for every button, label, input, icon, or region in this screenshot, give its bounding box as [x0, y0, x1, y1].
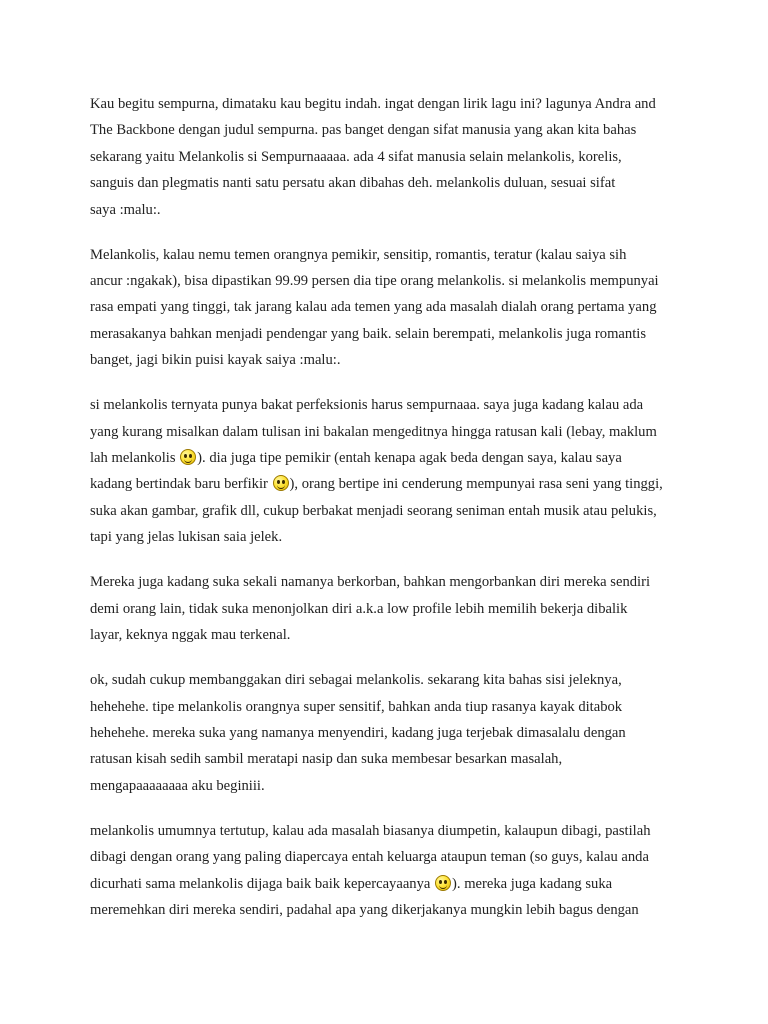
text-line: dibagi dengan orang yang paling diapercaya entah keluarga ataupun teman (so guys, kalau anda	[90, 849, 649, 866]
text-segment: dicurhati sama melankolis dijaga baik baik kepercayaanya	[90, 875, 435, 892]
paragraph-3	[90, 392, 690, 550]
text-line: si melankolis ternyata punya bakat perfeksionis harus sempurnaaa. saya juga kadang kalau ada	[90, 397, 644, 414]
text-line: ratusan kisah sedih sambil meratapi nasip dan suka membesar besarkan masalah,	[90, 751, 563, 768]
text-line: mengapaaaaaaaa aku beginiii.	[90, 777, 265, 794]
text-line: saya :malu:.	[90, 201, 161, 218]
text-line: merasakanya bahkan menjadi pendengar yang baik. selain berempati, melankolis juga romantis	[90, 325, 646, 342]
text-segment: ), orang bertipe ini cenderung mempunyai rasa seni yang tinggi,	[289, 476, 663, 493]
text-line: Melankolis, kalau nemu temen orangnya pemikir, sensitip, romantis, teratur (kalau saiya sih	[90, 246, 627, 263]
text-segment: kadang bertindak baru berfikir	[90, 476, 272, 493]
text-line: yang kurang misalkan dalam tulisan ini bakalan mengeditnya hingga ratusan kali (lebay, maklum	[90, 423, 657, 440]
paragraph-2	[90, 242, 690, 374]
text-segment: lah melankolis	[90, 450, 180, 467]
text-line: Mereka juga kadang suka sekali namanya berkorban, bahkan mengorbankan diri mereka sendiri	[90, 574, 651, 591]
text-line: banget, jagi bikin puisi kayak saiya :malu:.	[90, 352, 341, 369]
text-line: ok, sudah cukup membanggakan diri sebagai melankolis. sekarang kita bahas sisi jeleknya,	[90, 672, 622, 689]
text-line: rasa empati yang tinggi, tak jarang kalau ada temen yang ada masalah dialah orang pertama yang	[90, 299, 657, 316]
text-segment: ). dia juga tipe pemikir (entah kenapa agak beda dengan saya, kalau saya	[197, 450, 622, 467]
text-line	[90, 871, 690, 897]
text-line	[90, 445, 690, 471]
paragraph-4	[90, 569, 690, 648]
text-line: sekarang yaitu Melankolis si Sempurnaaaaa. ada 4 sifat manusia selain melankolis, korelis,	[90, 148, 622, 165]
document-body	[90, 91, 690, 942]
text-line: demi orang lain, tidak suka menonjolkan diri a.k.a low profile lebih memilih bekerja dibalik	[90, 600, 628, 617]
paragraph-6	[90, 818, 690, 924]
text-line	[90, 471, 690, 497]
text-line: layar, keknya nggak mau terkenal.	[90, 627, 291, 644]
smiley-face-icon	[435, 875, 451, 891]
text-line: melankolis umumnya tertutup, kalau ada masalah biasanya diumpetin, kalaupun dibagi, pastilah	[90, 822, 651, 839]
text-line: Kau begitu sempurna, dimataku kau begitu indah. ingat dengan lirik lagu ini? lagunya Andra and	[90, 96, 656, 112]
paragraph-1	[90, 91, 690, 223]
text-line: hehehehe. mereka suka yang namanya menyendiri, kadang juga terjebak dimasalalu dengan	[90, 724, 626, 741]
text-line: The Backbone dengan judul sempurna. pas banget dengan sifat manusia yang akan kita bahas	[90, 122, 637, 139]
smiley-face-icon	[273, 475, 289, 491]
text-line: ancur :ngakak), bisa dipastikan 99.99 persen dia tipe orang melankolis. si melankolis mempunyai	[90, 273, 659, 290]
text-line: tapi yang jelas lukisan saia jelek.	[90, 529, 283, 546]
text-line: hehehehe. tipe melankolis orangnya super sensitif, bahkan anda tiup rasanya kayak ditabok	[90, 698, 623, 715]
paragraph-5	[90, 667, 690, 799]
text-segment: ). mereka juga kadang suka	[452, 875, 613, 892]
smiley-face-icon	[180, 449, 196, 465]
text-line: meremehkan diri mereka sendiri, padahal apa yang dikerjakanya mungkin lebih bagus dengan	[90, 901, 639, 918]
text-line: suka akan gambar, grafik dll, cukup berbakat menjadi seorang seniman entah musik atau pelukis,	[90, 502, 657, 519]
text-line: sanguis dan plegmatis nanti satu persatu akan dibahas deh. melankolis duluan, sesuai sifat	[90, 175, 616, 192]
